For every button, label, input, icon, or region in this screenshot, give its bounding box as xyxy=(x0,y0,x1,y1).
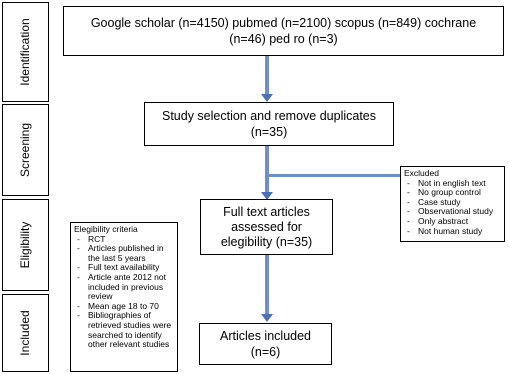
excluded-item: - Not human study xyxy=(404,227,501,237)
search-results-line2: (n=46) ped ro (n=3) xyxy=(229,32,338,46)
study-selection-line1: Study selection and remove duplicates xyxy=(161,109,376,123)
excluded-box xyxy=(400,166,505,242)
criteria-item: - RCT xyxy=(74,235,174,245)
criteria-item: - Article ante 2012 not included in previous review xyxy=(74,273,174,302)
stage-included-label: Included xyxy=(18,310,32,356)
articles-included-line1: Articles included xyxy=(219,329,311,343)
excluded-item: - Not in english text xyxy=(404,179,501,189)
full-text-box xyxy=(200,199,333,255)
articles-included-line2: (n=6) xyxy=(250,345,281,359)
study-selection-box xyxy=(144,102,394,146)
criteria-item: - Full text availability xyxy=(74,263,174,273)
arrowhead-to-selection xyxy=(261,94,273,102)
study-selection-line2: (n=35) xyxy=(250,125,288,139)
connector-selection-to-fulltext xyxy=(265,146,269,193)
criteria-item: - Bibliographies of retrieved studies were searched to identify other relevant studies xyxy=(74,311,174,349)
excluded-item: - Observational study xyxy=(404,207,501,217)
excluded-title: Excluded xyxy=(404,168,439,178)
criteria-item: - Articles published in the last 5 years xyxy=(74,244,174,263)
eligibility-criteria-list xyxy=(74,235,174,350)
connector-to-excluded xyxy=(268,174,400,177)
criteria-item: - Mean age 18 to 70 xyxy=(74,302,174,312)
search-results-line1: Google scholar (n=4150) pubmed (n=2100) scopus (n=849) cochrane xyxy=(90,16,477,30)
connector-search-to-selection xyxy=(265,56,269,95)
excluded-item: - Only abstract xyxy=(404,217,501,227)
arrowhead-to-included xyxy=(261,314,273,322)
eligibility-criteria-box xyxy=(70,222,178,372)
eligibility-criteria-title: Elegibility criteria xyxy=(74,224,138,234)
connector-fulltext-to-included xyxy=(265,255,269,315)
full-text-line2: assessed for xyxy=(231,219,302,234)
excluded-item: - Case study xyxy=(404,198,501,208)
stage-identification-label: Identification xyxy=(18,18,32,86)
full-text-line1: Full text articles xyxy=(223,204,310,219)
full-text-line3: elegibility (n=35) xyxy=(220,234,313,249)
stage-screening-label: Screening xyxy=(18,122,32,178)
search-results-box xyxy=(63,6,504,56)
articles-included-box xyxy=(199,323,332,365)
excluded-list xyxy=(404,179,501,237)
stage-eligibility-label: Eligibility xyxy=(18,221,32,269)
excluded-item: - No group control xyxy=(404,188,501,198)
